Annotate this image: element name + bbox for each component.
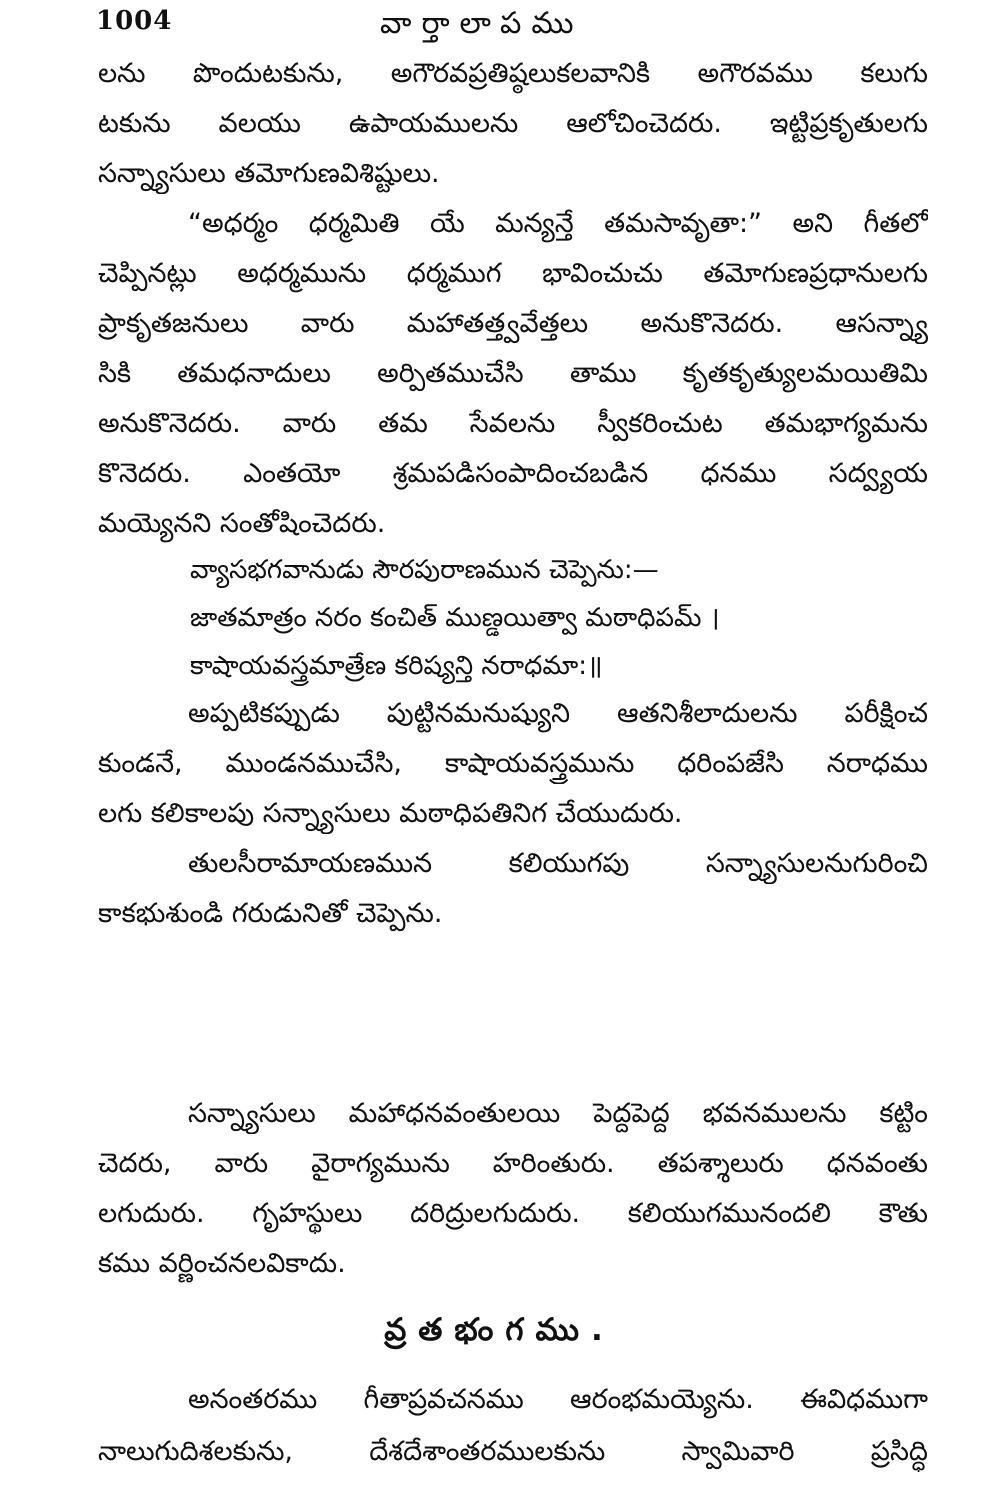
text-line: నాలుగుదిశలకును, దేశదేశాంతరములకును స్వామివారి ప్రసిద్ధి xyxy=(98,1436,928,1467)
text-line: సికి తమధనాదులు అర్పితముచేసి తాము కృతకృత్యులమయితిమి xyxy=(98,358,928,389)
page-number: 1004 xyxy=(96,6,173,36)
text-line: అనంతరము గీతాప్రవచనము ఆరంభమయ్యెను. ఈవిధముగా xyxy=(188,1384,928,1415)
running-head-title: వార్తాలాపము xyxy=(380,6,584,41)
text-line: మయ్యెనని సంతోషించెదరు. xyxy=(98,508,386,539)
verse-line: కాషాయవస్త్రమాత్రేణ కరిష్యన్తి నరాధమా:॥ xyxy=(190,651,603,681)
verse-line: జాతమాత్రం నరం కంచిత్ ముణ్డయిత్వా మఠాధిపమ్ । xyxy=(190,603,720,633)
text-line: కాకభుశుండి గరుడునితో చెప్పెను. xyxy=(98,898,443,929)
text-line: సన్న్యాసులు తమోగుణవిశిష్టులు. xyxy=(98,158,440,189)
text-line: లను పొందుటకును, అగౌరవప్రతిష్ఠలుకలవానికి అగౌరవము కలుగు xyxy=(98,58,928,89)
text-line: లగుదురు. గృహస్థులు దరిద్రులగుదురు. కలియుగమునందలి కౌతు xyxy=(98,1198,928,1229)
text-line: టకును వలయు ఉపాయములను ఆలోచించెదరు. ఇట్టిప్రకృతులగు xyxy=(98,108,928,139)
text-line: కుండనే, ముండనముచేసి, కాషాయవస్త్రమును ధరింపజేసి నరాధము xyxy=(98,748,928,779)
text-line: కము వర్ణించనలవికాదు. xyxy=(98,1248,346,1279)
text-line: తులసీరామాయణమున కలియుగపు సన్న్యాసులనుగురించి xyxy=(188,848,928,879)
text-line: కొనెదరు. ఎంతయో శ్రమపడిసంపాదించబడిన ధనము సద్వ్యయ xyxy=(98,458,928,489)
text-line: అనుకొనెదరు. వారు తమ సేవలను స్వీకరించుట తమభాగ్యమను xyxy=(98,408,928,439)
text-line: సన్న్యాసులు మహాధనవంతులయి పెద్దపెద్ద భవనములను కట్టిం xyxy=(188,1098,928,1129)
text-line: ప్రాకృతజనులు వారు మహాతత్త్వవేత్తలు అనుకొనెదరు. ఆసన్న్యా xyxy=(98,308,928,339)
section-heading: వ్రతభంగము. xyxy=(384,1312,615,1348)
verse-intro-line: వ్యాసభగవానుడు సౌరపురాణమున చెప్పెను:— xyxy=(190,555,659,585)
text-line: చెదరు, వారు వైరాగ్యమును హరింతురు. తపశ్శాలురు ధనవంతు xyxy=(98,1148,928,1179)
text-line: అప్పటికప్పుడు పుట్టినమనుష్యుని ఆతనిశీలాదులను పరీక్షించ xyxy=(188,698,928,729)
text-line: చెప్పినట్లు అధర్మమును ధర్మముగ భావించుచు తమోగుణప్రధానులగు xyxy=(98,258,928,289)
text-line: లగు కలికాలపు సన్న్యాసులు మఠాధిపతినిగ చేయుదురు. xyxy=(98,798,683,829)
text-line: “అధర్మం ధర్మమితి యే మన్యన్తే తమసావృతా:” అని గీతలో xyxy=(188,208,928,239)
